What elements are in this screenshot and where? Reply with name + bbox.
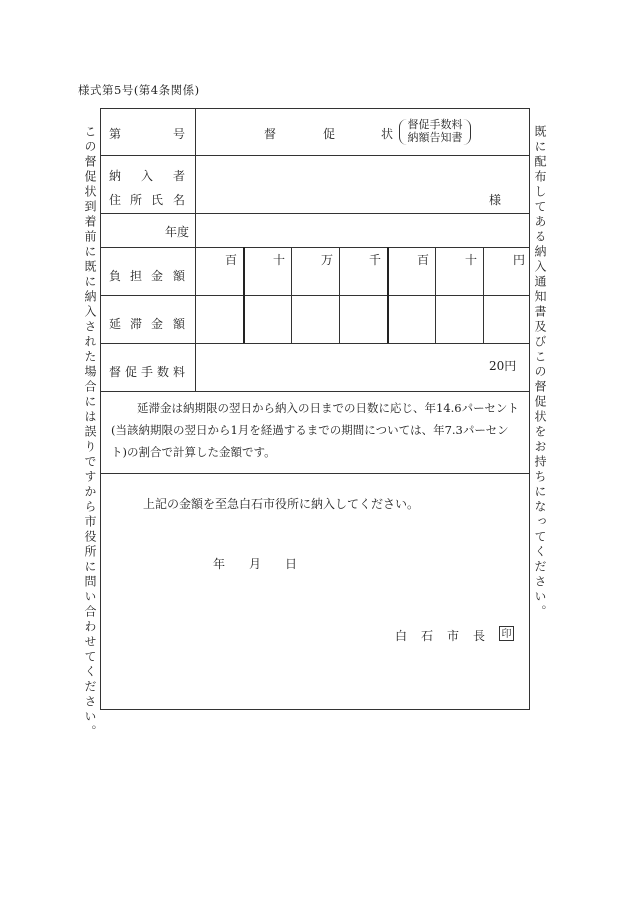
digit-header-6: 十 (465, 253, 478, 267)
bracket-line-1: 督促手数料 (407, 118, 463, 131)
issuer-char-4: 長 (473, 629, 486, 643)
demand-notice-form (100, 108, 530, 710)
date-day-label: 日 (285, 557, 298, 571)
principal-label-char-2: 担 (130, 269, 143, 283)
date-year-label: 年 (213, 557, 226, 571)
payment-instruction: 上記の金額を至急白石市役所に納入してください。 (143, 497, 420, 511)
digit-header-5: 百 (417, 253, 430, 267)
principal-label-char-4: 額 (173, 269, 186, 283)
digit-header-1: 百 (225, 253, 238, 267)
title-char-1: 督 (264, 127, 277, 141)
principal-label-char-1: 負 (109, 269, 122, 283)
bracket-line-2: 納額告知書 (407, 130, 463, 144)
left-margin-note: この督促状到着前に既に納入された場合には誤りですから市役所に問い合わせてください。 (83, 125, 97, 740)
digit-header-7: 円 (513, 253, 526, 267)
issuer-char-2: 石 (421, 629, 434, 643)
fee-label-char-4: 数 (157, 365, 170, 379)
fee-notice-bracket (399, 119, 471, 145)
title-char-2: 促 (323, 127, 336, 141)
fee-label-char-3: 手 (141, 365, 154, 379)
address-label-char-3: 氏 (151, 193, 164, 207)
fiscal-year-label: 年度 (165, 225, 190, 239)
honorific: 様 (489, 193, 502, 207)
address-label-char-1: 住 (109, 193, 122, 207)
payer-label-char-2: 入 (141, 169, 154, 183)
digit-header-4: 千 (369, 253, 382, 267)
issuer-char-1: 白 (395, 629, 408, 643)
fee-label-char-1: 督 (109, 365, 122, 379)
delinquent-label-char-3: 金 (151, 317, 164, 331)
issuer-char-3: 市 (447, 629, 460, 643)
form-number: 様式第5号(第4条関係) (78, 83, 200, 97)
fee-label-char-5: 料 (173, 365, 186, 379)
title-char-3: 状 (381, 127, 394, 141)
late-fee-notice: 延滞金は納期限の翌日から納入の日までの日数に応じ、年14.6パーセント(当該納期限の翌日から1月を経過するまでの期間については、年7.3パーセント)の割合で計算した金額です。 (111, 401, 519, 459)
number-label-suffix: 号 (173, 127, 186, 141)
digit-header-3: 万 (321, 253, 334, 267)
payer-label-char-1: 納 (109, 169, 122, 183)
delinquent-label-char-4: 額 (173, 317, 186, 331)
delinquent-label-char-2: 滞 (130, 317, 143, 331)
address-label-char-4: 名 (173, 193, 186, 207)
number-label-prefix: 第 (109, 127, 122, 141)
payer-label-char-3: 者 (173, 169, 186, 183)
fee-amount: 20円 (489, 359, 517, 373)
date-month-label: 月 (249, 557, 262, 571)
right-margin-note: 既に配布してある納入通知書及びこの督促状をお持ちになってください。 (533, 125, 547, 620)
principal-label-char-3: 金 (151, 269, 164, 283)
digit-header-2: 十 (273, 253, 286, 267)
official-seal-mark: 印 (499, 626, 514, 641)
address-label-char-2: 所 (130, 193, 143, 207)
delinquent-label-char-1: 延 (109, 317, 122, 331)
fee-label-char-2: 促 (125, 365, 138, 379)
